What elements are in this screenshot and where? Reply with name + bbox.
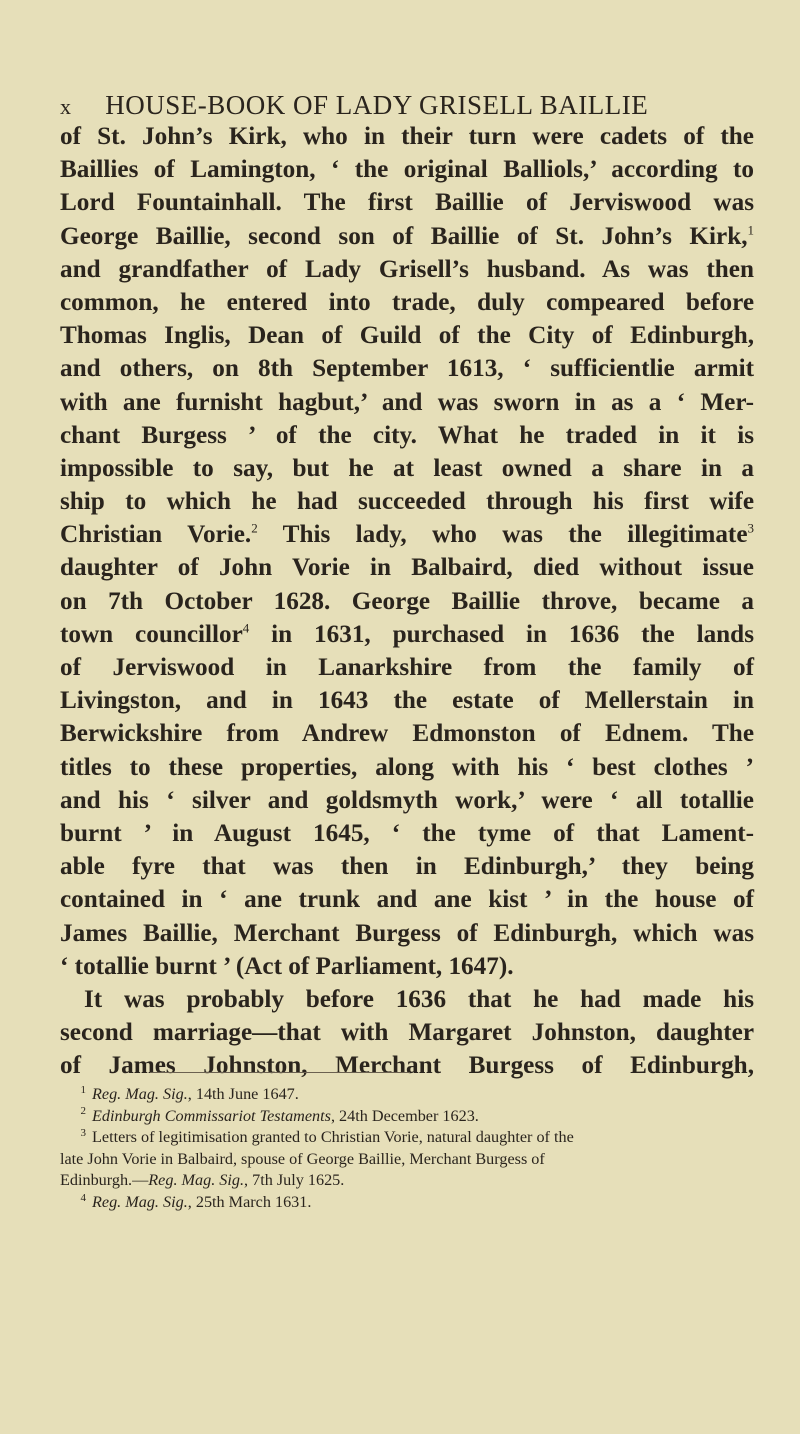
text-run: town councillor [60, 620, 243, 648]
footnote-text: , 24th December 1623. [330, 1106, 479, 1125]
footnote-ref: 4 [242, 620, 250, 636]
text-line: James Baillie, Merchant Burgess of Edinburgh, which was [60, 919, 754, 947]
footnote: 3 Letters of legitimisation granted to Christian Vorie, natural daughter of the late John Vorie in Balbaird, spouse of George Baillie, Merchant Burgess of Edinburgh.—Reg. Mag. Sig., 7th July 1625. [60, 1127, 754, 1192]
footnote-text: , 14th June 1647. [187, 1085, 299, 1103]
running-header [60, 90, 750, 121]
text-line: with ane furnisht hagbut,’ and was sworn in as a ‘ Mer- [60, 388, 754, 416]
text-line: second marriage—that with Margaret Johnston, daughter [60, 1019, 754, 1047]
footnote: 1 Reg. Mag. Sig., 14th June 1647. [80, 1083, 299, 1103]
footnote-citation: Reg. Mag. Sig. [92, 1192, 188, 1211]
footnote-text: , 7th July 1625. [244, 1171, 345, 1190]
footnote-text: late John Vorie in Balbaird, spouse of George Baillie, Merchant Burgess of [60, 1149, 545, 1168]
text-line: Livingston, and in 1643 the estate of Mellerstain in [60, 687, 754, 715]
text-line: Baillies of Lamington, ‘ the original Balliols,’ according to [60, 156, 754, 184]
text-line [60, 220, 754, 253]
footnotes [60, 1084, 754, 1214]
text-line-content [60, 621, 754, 648]
text-line: daughter of John Vorie in Balbaird, died without issue [60, 554, 754, 582]
footnote-ref: 1 [747, 222, 754, 238]
text-run: in 1631, purchased in 1636 the lands [249, 620, 754, 648]
page-number: x [60, 94, 72, 119]
text-line: ship to which he had succeeded through his first wife [60, 488, 754, 516]
footnote-text: Letters of legitimisation granted to Christian Vorie, natural daughter of the [92, 1128, 574, 1147]
footnote-text: , 25th March 1631. [187, 1192, 312, 1211]
footnote-citation: Edinburgh Commissariot Testaments [92, 1106, 331, 1125]
text-line-content: George Baillie, second son of Baillie of St. John’s Kirk, [60, 222, 748, 250]
text-line: and his ‘ silver and goldsmyth work,’ were ‘ all totallie [60, 786, 754, 814]
footnote-text: Edinburgh.— [60, 1171, 149, 1190]
body-text [60, 120, 754, 1082]
footnote: 2 Edinburgh Commissariot Testaments, 24th December 1623. [80, 1105, 479, 1125]
text-line: of St. John’s Kirk, who in their turn were cadets of the [60, 123, 754, 150]
text-run: This lady, who was the illegitimate [257, 521, 748, 549]
footnote-text [60, 1170, 754, 1192]
text-line: burnt ’ in August 1645, ‘ the tyme of that Lament- [60, 819, 754, 847]
running-title: HOUSE-BOOK OF LADY GRISELL BAILLIE [105, 90, 649, 120]
text-line: It was probably before 1636 that he had made his [84, 985, 754, 1013]
footnote-ref: 3 [747, 520, 754, 536]
text-line: common, he entered into trade, duly compeared before [60, 288, 754, 316]
footnote-citation: Reg. Mag. Sig. [92, 1085, 188, 1103]
text-line: ‘ totallie burnt ’ (Act of Parliament, 1647). [60, 952, 514, 980]
text-line: contained in ‘ ane trunk and ane kist ’ in the house of [60, 886, 754, 914]
footnote-ref: 2 [251, 520, 258, 536]
text-line [60, 518, 754, 551]
text-line-content [60, 521, 754, 548]
text-line [60, 618, 754, 651]
text-line: and grandfather of Lady Grisell’s husband. As was then [60, 255, 754, 283]
footnote-divider [150, 1072, 410, 1073]
text-line: impossible to say, but he at least owned a share in a [60, 454, 754, 482]
text-line: on 7th October 1628. George Baillie throve, became a [60, 587, 754, 615]
text-line: of James Johnston, Merchant Burgess of Edinburgh, [60, 1052, 754, 1080]
text-run: Christian Vorie. [60, 521, 252, 549]
text-line: able fyre that was then in Edinburgh,’ they being [60, 853, 754, 881]
text-line: and others, on 8th September 1613, ‘ sufficientlie armit [60, 355, 754, 383]
text-line: Thomas Inglis, Dean of Guild of the City of Edinburgh, [60, 322, 754, 350]
footnote: 4 Reg. Mag. Sig., 25th March 1631. [80, 1191, 312, 1211]
footnote-citation: Reg. Mag. Sig. [148, 1171, 245, 1190]
text-line: Berwickshire from Andrew Edmonston of Ednem. The [60, 720, 754, 748]
text-line: Lord Fountainhall. The first Baillie of Jerviswood was [60, 189, 754, 217]
text-line: titles to these properties, along with his ‘ best clothes ’ [60, 753, 754, 781]
text-line: chant Burgess ’ of the city. What he traded in it is [60, 421, 754, 449]
text-line: of Jerviswood in Lanarkshire from the family of [60, 654, 754, 681]
